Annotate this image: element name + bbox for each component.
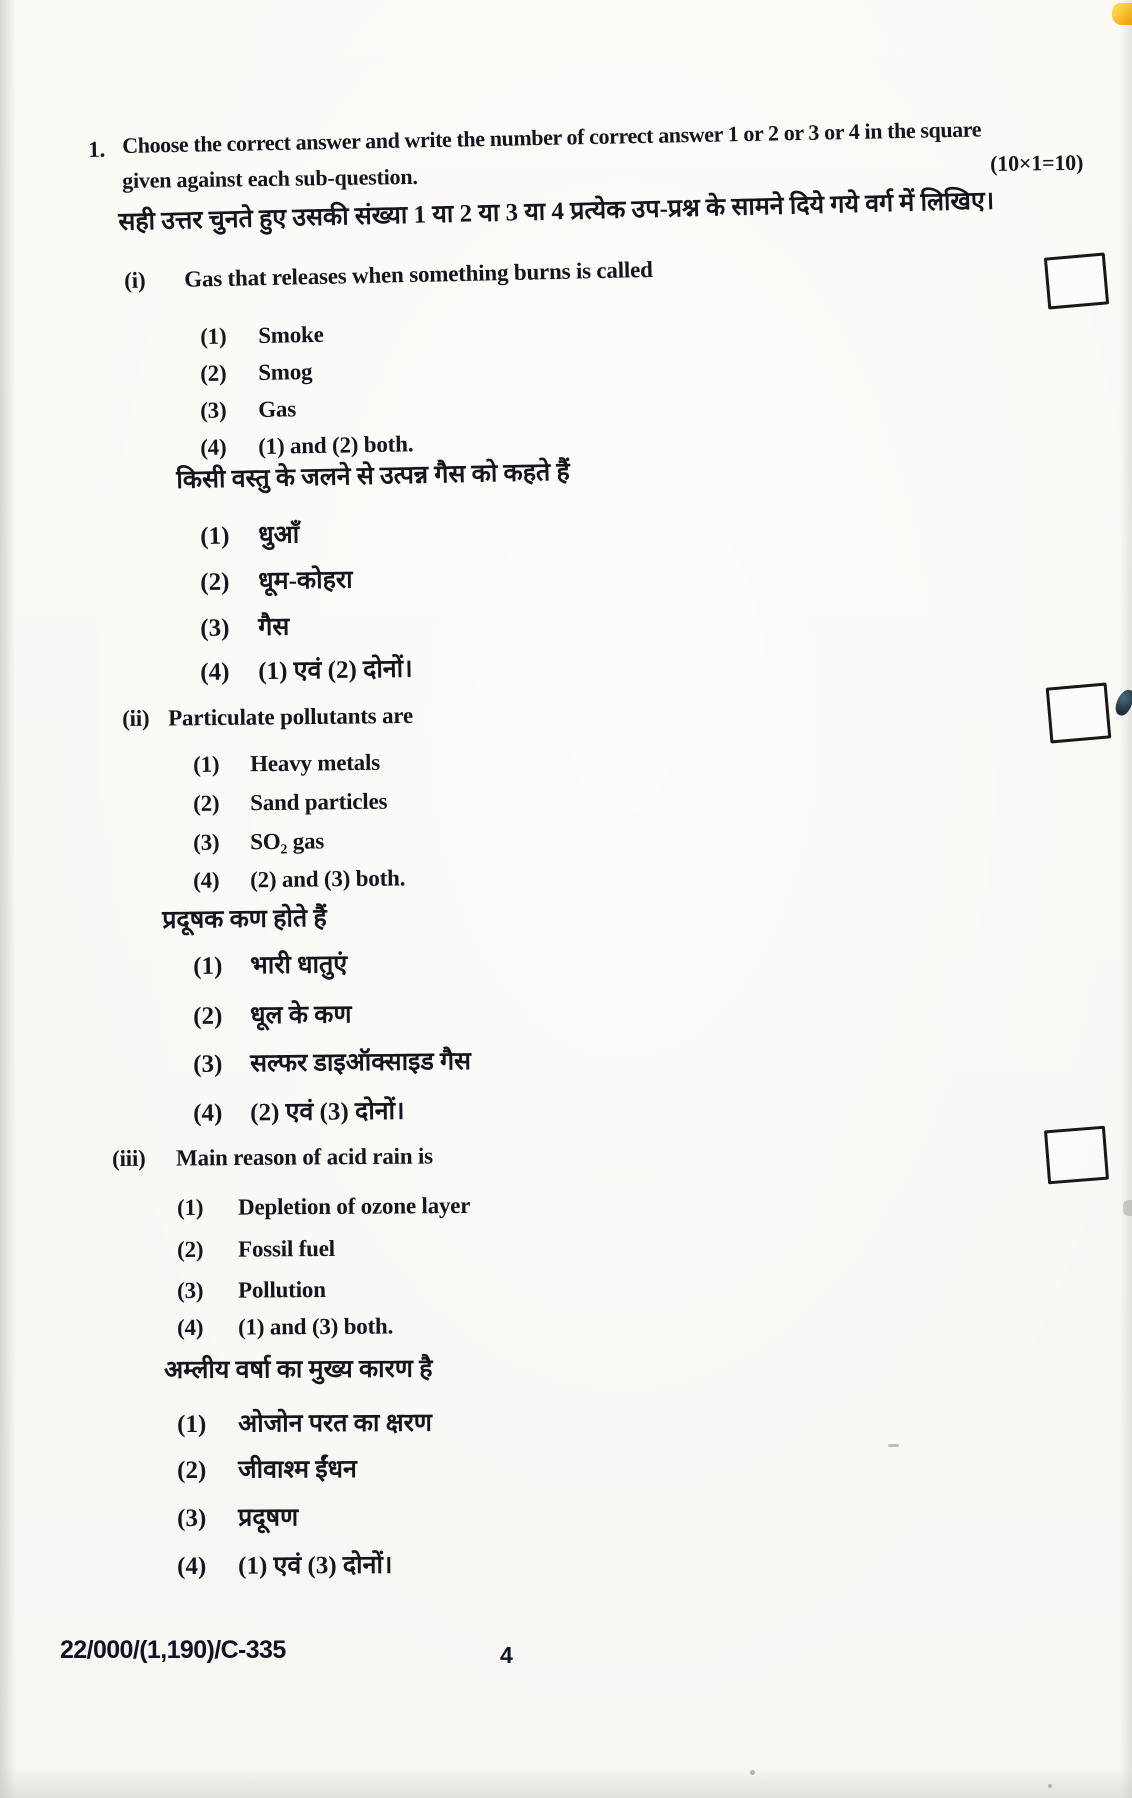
option-number: (1)	[177, 1194, 204, 1220]
option-number: (3)	[200, 614, 230, 642]
option-text: Fossil fuel	[237, 1235, 336, 1262]
option-text: (2) एवं (3) दोनों।	[250, 1097, 405, 1127]
option-number: (1)	[193, 952, 223, 980]
subquestion-ii-row	[122, 703, 413, 732]
option-text: धूम-कोहरा	[258, 566, 353, 596]
option-number: (4)	[177, 1552, 207, 1580]
subquestion-ii-text-hi: प्रदूषक कण होते हैं	[162, 904, 327, 934]
option-text: (1) एवं (3) दोनों।	[238, 1551, 393, 1580]
option-text: Pollution	[237, 1276, 326, 1303]
option-text: भारी धातुएं	[250, 951, 348, 980]
option-row	[200, 651, 413, 688]
option-number: (4)	[193, 867, 220, 893]
option-number: (1)	[200, 323, 227, 349]
option-row	[177, 1193, 470, 1221]
option-number: (2)	[200, 568, 230, 596]
option-number: (1)	[193, 751, 220, 777]
question-heading-line1: Choose the correct answer and write the number of correct answer 1 or 2 or 3 or 4 in the square	[122, 116, 982, 158]
option-number: (4)	[193, 1099, 223, 1127]
marks-label: (10×1=10)	[990, 149, 1084, 176]
paper-speck	[1048, 1784, 1052, 1788]
option-row	[200, 431, 413, 461]
option-row	[177, 1236, 335, 1263]
subquestion-ii-label: (ii)	[122, 705, 150, 731]
option-text: (1) and (2) both.	[257, 431, 414, 459]
page-number: 4	[500, 1642, 513, 1668]
option-text: प्रदूषण	[238, 1504, 299, 1532]
option-text: Smoke	[257, 321, 324, 348]
option-text: गैस	[258, 613, 290, 642]
scan-shadow-left	[0, 0, 16, 1798]
option-row	[200, 322, 324, 350]
option-row	[177, 1547, 393, 1582]
option-number: (2)	[193, 790, 220, 816]
subquestion-iii-row	[112, 1143, 433, 1172]
answer-box-ii	[1046, 682, 1112, 743]
option-row	[200, 396, 296, 424]
option-row	[193, 996, 352, 1032]
subquestion-iii-text-hi: अम्लीय वर्षा का मुख्य कारण है	[164, 1355, 433, 1384]
option-text: (2) and (3) both.	[249, 865, 406, 893]
option-text: Depletion of ozone layer	[237, 1192, 471, 1220]
footer-print-code: 22/000/(1,190)/C-335	[60, 1636, 286, 1664]
answer-box-iii	[1044, 1126, 1109, 1185]
subquestion-i-row	[124, 257, 653, 294]
option-text: धुआँ	[258, 521, 300, 550]
option-number: (2)	[200, 360, 227, 386]
option-row	[193, 789, 387, 817]
subquestion-i-label: (i)	[124, 267, 146, 293]
option-row	[193, 1043, 471, 1080]
option-row	[193, 946, 347, 982]
question-heading-line2: given against each sub-question.	[122, 163, 418, 193]
subquestion-i-text-hi: किसी वस्तु के जलने से उत्पन्न गैस को कहते हैं	[176, 458, 571, 494]
option-text: Gas	[257, 396, 297, 422]
option-row	[177, 1499, 298, 1534]
option-number: (1)	[200, 522, 230, 550]
option-text: (1) एवं (2) दोनों।	[258, 655, 413, 686]
option-text: SO₂ gas	[249, 828, 325, 855]
subquestion-iii-text-en: Main reason of acid rain is	[175, 1143, 433, 1171]
question-number: 1.	[88, 136, 106, 162]
option-number: (2)	[177, 1456, 207, 1484]
option-row	[177, 1405, 432, 1440]
option-number: (4)	[200, 658, 230, 686]
option-text: सल्फर डाइऑक्साइड गैस	[250, 1048, 472, 1078]
option-number: (2)	[177, 1236, 204, 1262]
option-text: ओजोन परत का क्षरण	[238, 1409, 432, 1438]
edge-scan-mark	[1123, 1200, 1132, 1216]
option-row	[200, 359, 313, 387]
option-row	[177, 1277, 326, 1304]
paper-speck	[750, 1770, 755, 1775]
option-row	[200, 516, 299, 552]
subquestion-iii-label: (iii)	[112, 1145, 146, 1171]
option-number: (3)	[177, 1504, 207, 1532]
subquestion-i-text-en: Gas that releases when something burns is called	[183, 256, 653, 292]
option-row	[193, 828, 324, 856]
option-text: Sand particles	[249, 788, 388, 816]
hindi-instruction: सही उत्तर चुनते हुए उसकी संख्या 1 या 2 या 3 या 4 प्रत्येक उप-प्रश्न के सामने दिये गये वर्ग में लिखिए।	[118, 187, 995, 236]
option-number: (4)	[200, 434, 227, 460]
subquestion-ii-text-en: Particulate pollutants are	[167, 702, 414, 731]
option-row	[177, 1451, 357, 1486]
option-row	[193, 750, 380, 778]
option-row	[193, 1093, 405, 1129]
option-text: Heavy metals	[249, 749, 381, 777]
option-text: धूल के कण	[250, 1001, 352, 1030]
option-text: (1) and (3) both.	[237, 1313, 394, 1340]
option-number: (3)	[193, 1050, 223, 1078]
option-number: (3)	[177, 1277, 204, 1303]
option-text: जीवाश्म ईंधन	[238, 1456, 357, 1484]
answer-box-i	[1044, 252, 1109, 309]
option-number: (3)	[193, 829, 220, 855]
option-text: Smog	[257, 359, 313, 385]
option-row	[200, 562, 353, 598]
option-number: (1)	[177, 1410, 207, 1438]
option-number: (3)	[200, 397, 227, 423]
scan-shadow-bottom	[0, 1768, 1132, 1798]
scan-shadow-right	[1120, 0, 1132, 1798]
option-number: (2)	[193, 1002, 223, 1030]
option-row	[193, 865, 405, 894]
option-number: (4)	[177, 1314, 204, 1340]
option-row	[177, 1313, 393, 1341]
yellow-sticker-corner	[1112, 3, 1132, 25]
option-row	[200, 609, 290, 644]
stray-pencil-mark	[888, 1444, 899, 1447]
